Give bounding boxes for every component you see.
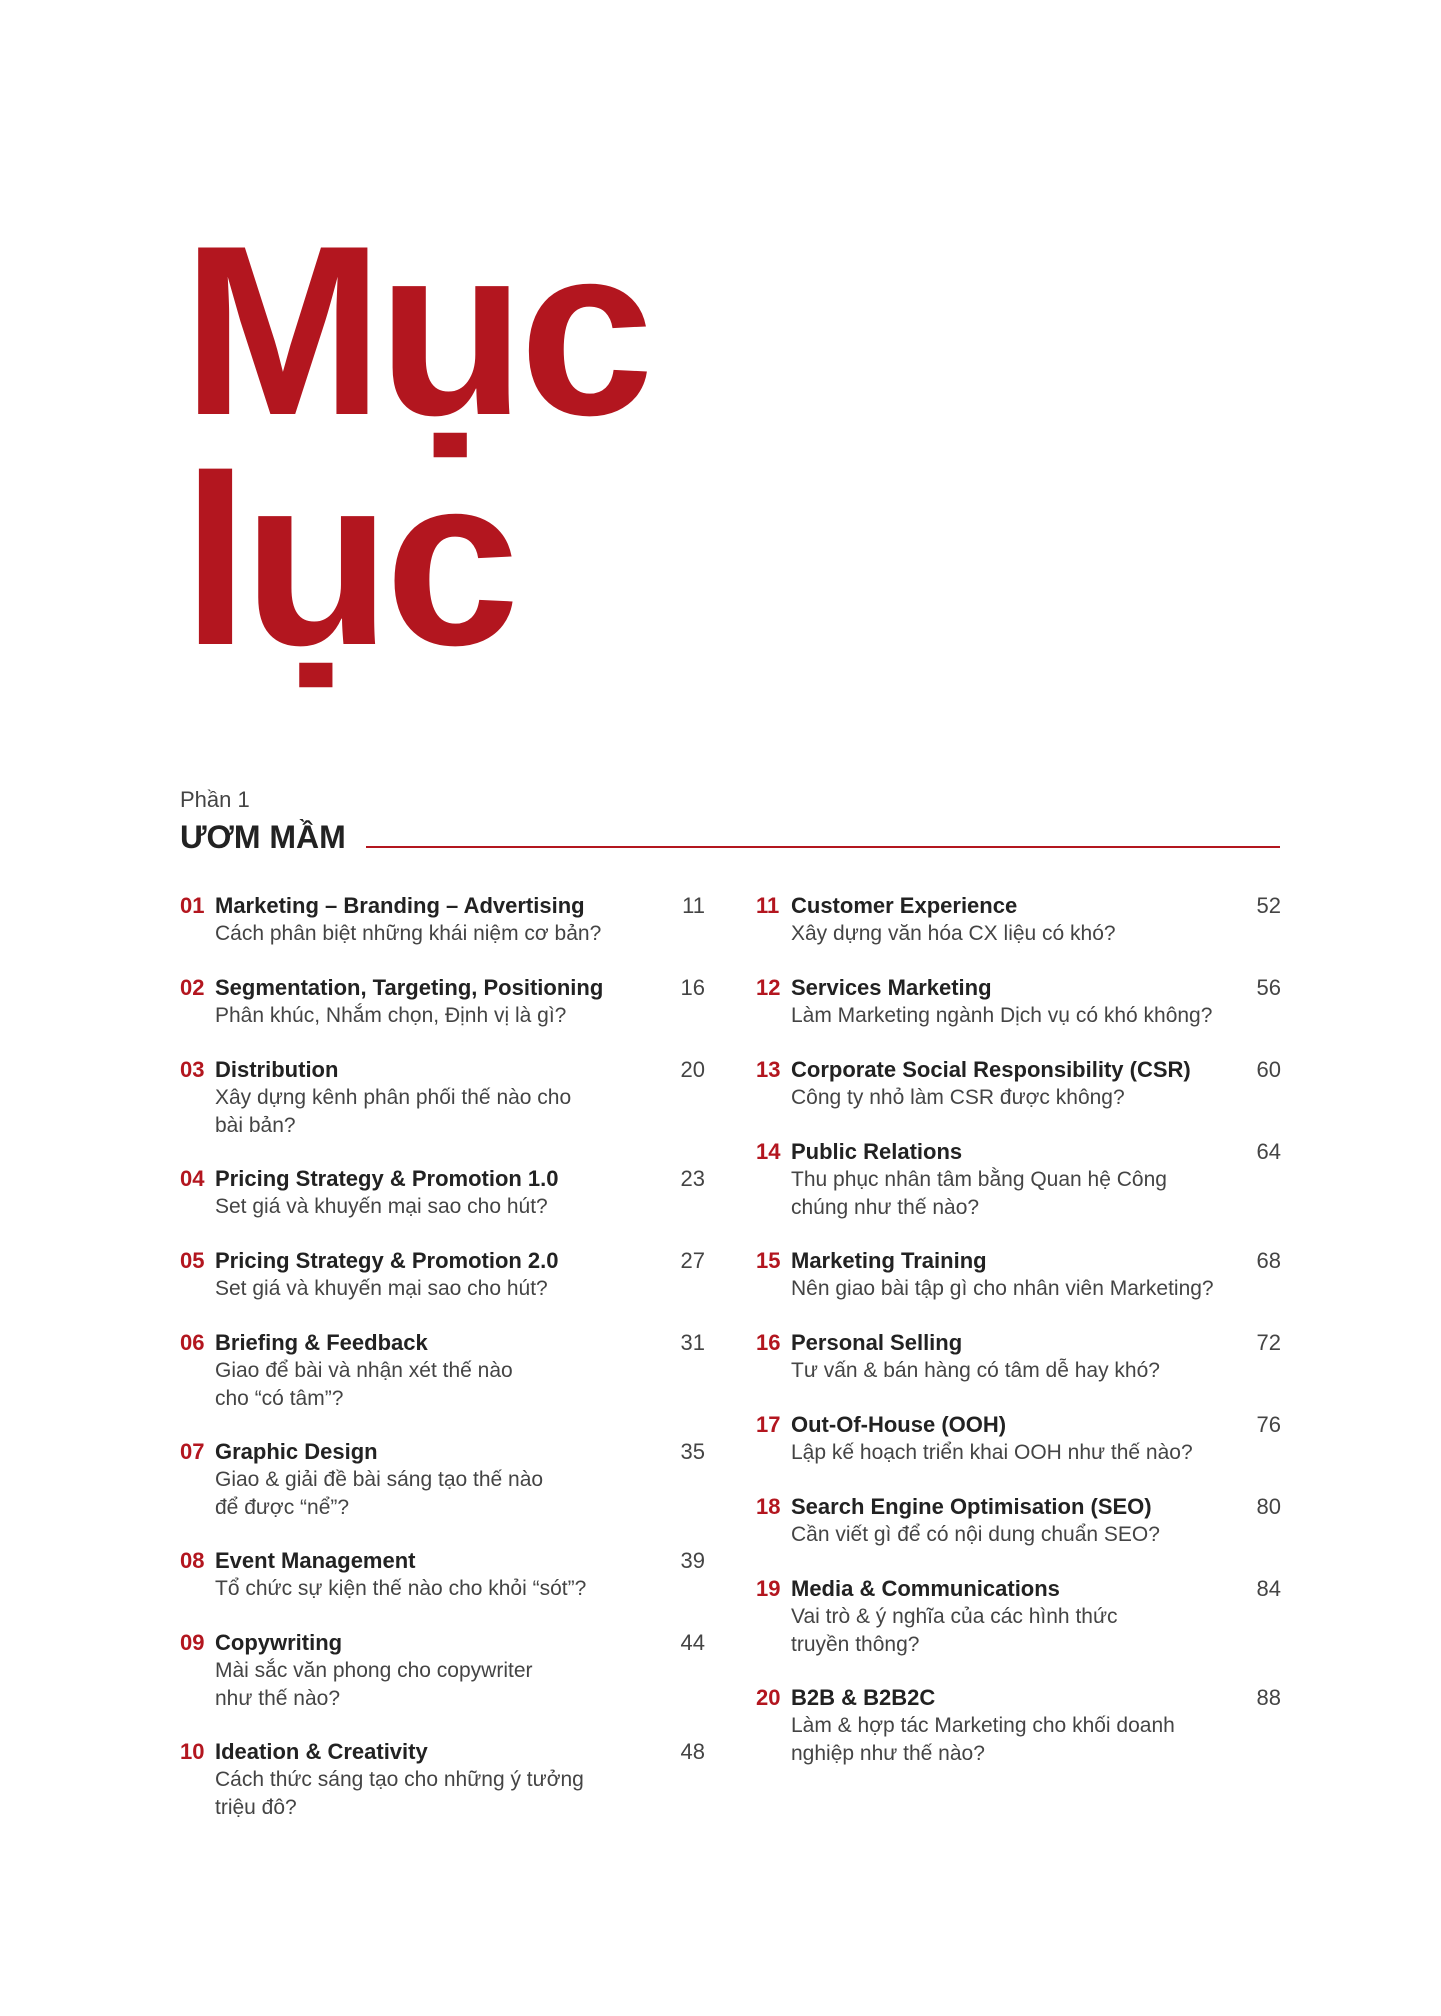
page-number: 68: [1256, 1248, 1281, 1273]
chapter-subtitle-line: Giao & giải đề bài sáng tạo thế nào: [215, 1468, 544, 1491]
chapter-number: 03: [180, 1057, 205, 1082]
page-number: 44: [680, 1630, 705, 1655]
chapter-subtitle-line: nghiệp như thế nào?: [791, 1742, 985, 1765]
chapter-title: Briefing & Feedback: [215, 1330, 428, 1355]
chapter-subtitle-line: Công ty nhỏ làm CSR được không?: [791, 1086, 1125, 1109]
toc-entry-09[interactable]: [180, 1629, 705, 1713]
page-number: 56: [1256, 975, 1281, 1000]
chapter-title: Ideation & Creativity: [215, 1739, 428, 1764]
chapter-title: Pricing Strategy & Promotion 2.0: [215, 1248, 559, 1273]
page-number: 80: [1256, 1494, 1281, 1519]
toc-entry-12[interactable]: [756, 974, 1281, 1030]
chapter-subtitle-line: Set giá và khuyến mại sao cho hút?: [215, 1195, 548, 1218]
chapter-title: Copywriting: [215, 1630, 343, 1655]
chapter-title: Media & Communications: [791, 1576, 1060, 1601]
chapter-title: Distribution: [215, 1057, 339, 1082]
chapter-number: 10: [180, 1739, 205, 1764]
page-number: 39: [680, 1548, 705, 1573]
toc-title-line-1: Mục: [182, 196, 648, 466]
chapter-subtitle-line: Lập kế hoạch triển khai OOH như thế nào?: [791, 1441, 1193, 1464]
toc-entry-14[interactable]: [756, 1138, 1281, 1222]
chapter-number: 19: [756, 1576, 781, 1601]
toc-entry-03[interactable]: [180, 1056, 705, 1140]
toc-entry-08[interactable]: [180, 1547, 705, 1603]
chapter-number: 20: [756, 1685, 781, 1710]
chapter-number: 05: [180, 1248, 205, 1273]
page-number: 11: [682, 893, 705, 918]
toc-entry-13[interactable]: [756, 1056, 1281, 1112]
chapter-number: 01: [180, 893, 205, 918]
chapter-subtitle-line: Vai trò & ý nghĩa của các hình thức: [791, 1605, 1118, 1628]
chapter-title: B2B & B2B2C: [791, 1685, 936, 1710]
chapter-number: 02: [180, 975, 205, 1000]
toc-entry-04[interactable]: [180, 1165, 705, 1221]
chapter-title: Personal Selling: [791, 1330, 963, 1355]
chapter-number: 17: [756, 1412, 781, 1437]
chapter-number: 12: [756, 975, 781, 1000]
chapter-subtitle-line: truyền thông?: [791, 1633, 920, 1656]
toc-entry-20[interactable]: [756, 1684, 1281, 1768]
chapter-subtitle-line: Làm & hợp tác Marketing cho khối doanh: [791, 1714, 1175, 1737]
chapter-title: Event Management: [215, 1548, 416, 1573]
chapter-subtitle-line: Xây dựng kênh phân phối thế nào cho: [215, 1086, 572, 1109]
chapter-number: 14: [756, 1139, 781, 1164]
chapter-subtitle-line: Tư vấn & bán hàng có tâm dễ hay khó?: [791, 1359, 1160, 1382]
chapter-number: 16: [756, 1330, 781, 1355]
chapter-title: Marketing – Branding – Advertising: [215, 893, 585, 918]
chapter-subtitle-line: Phân khúc, Nhắm chọn, Định vị là gì?: [215, 1004, 567, 1027]
chapter-subtitle-line: Cách phân biệt những khái niệm cơ bản?: [215, 922, 602, 945]
toc-entry-06[interactable]: [180, 1329, 705, 1413]
page-number: 27: [680, 1248, 705, 1273]
chapter-number: 08: [180, 1548, 205, 1573]
chapter-title: Public Relations: [791, 1139, 963, 1164]
chapter-subtitle-line: Cách thức sáng tạo cho những ý tưởng: [215, 1768, 584, 1791]
chapter-subtitle-line: bài bản?: [215, 1114, 296, 1137]
chapter-number: 13: [756, 1057, 781, 1082]
part-divider: [366, 846, 1280, 848]
chapter-number: 04: [180, 1166, 205, 1191]
toc-entry-07[interactable]: [180, 1438, 705, 1522]
chapter-subtitle-line: Làm Marketing ngành Dịch vụ có khó không?: [791, 1004, 1213, 1027]
chapter-subtitle-line: Thu phục nhân tâm bằng Quan hệ Công: [791, 1168, 1167, 1191]
chapter-subtitle-line: Cần viết gì để có nội dung chuẩn SEO?: [791, 1523, 1160, 1546]
chapter-subtitle-line: cho “có tâm”?: [215, 1387, 344, 1410]
toc-title-line-2: lục: [182, 426, 514, 696]
part-name: ƯƠM MẦM: [180, 819, 346, 855]
chapter-number: 11: [756, 893, 780, 918]
chapter-number: 15: [756, 1248, 781, 1273]
page-number: 76: [1256, 1412, 1281, 1437]
page-number: 16: [680, 975, 705, 1000]
chapter-subtitle-line: Set giá và khuyến mại sao cho hút?: [215, 1277, 548, 1300]
toc-entry-16[interactable]: [756, 1329, 1281, 1385]
chapter-title: Corporate Social Responsibility (CSR): [791, 1057, 1191, 1082]
toc-entry-11[interactable]: [756, 892, 1281, 948]
chapter-subtitle-line: Tổ chức sự kiện thế nào cho khỏi “sót”?: [215, 1577, 587, 1600]
page-number: 52: [1256, 893, 1281, 918]
chapter-number: 07: [180, 1439, 205, 1464]
chapter-title: Graphic Design: [215, 1439, 378, 1464]
page-number: 64: [1256, 1139, 1281, 1164]
chapter-subtitle-line: để được “nể”?: [215, 1496, 350, 1519]
chapter-number: 09: [180, 1630, 205, 1655]
chapter-title: Customer Experience: [791, 893, 1018, 918]
toc-entry-10[interactable]: [180, 1738, 705, 1822]
chapter-subtitle-line: như thế nào?: [215, 1687, 340, 1710]
page-number: 60: [1256, 1057, 1281, 1082]
page-number: 20: [680, 1057, 705, 1082]
page-number: 35: [680, 1439, 705, 1464]
chapter-title: Services Marketing: [791, 975, 992, 1000]
toc-entry-18[interactable]: [756, 1493, 1281, 1549]
toc-entry-19[interactable]: [756, 1575, 1281, 1659]
chapter-title: Out-Of-House (OOH): [791, 1412, 1007, 1437]
toc-entry-17[interactable]: [756, 1411, 1281, 1467]
toc-entry-05[interactable]: [180, 1247, 705, 1303]
chapter-subtitle-line: chúng như thế nào?: [791, 1196, 980, 1219]
page-number: 48: [680, 1739, 705, 1764]
chapter-subtitle-line: Xây dựng văn hóa CX liệu có khó?: [791, 922, 1116, 945]
page-number: 23: [680, 1166, 705, 1191]
chapter-subtitle-line: Mài sắc văn phong cho copywriter: [215, 1659, 533, 1682]
part-label: Phần 1: [180, 787, 250, 812]
page-number: 72: [1256, 1330, 1281, 1355]
chapter-subtitle-line: Nên giao bài tập gì cho nhân viên Marketing?: [791, 1277, 1214, 1300]
toc-entry-02[interactable]: [180, 974, 705, 1030]
chapter-title: Marketing Training: [791, 1248, 987, 1273]
chapter-number: 06: [180, 1330, 205, 1355]
chapter-number: 18: [756, 1494, 781, 1519]
chapter-subtitle-line: Giao để bài và nhận xét thế nào: [215, 1359, 513, 1382]
chapter-subtitle-line: triệu đô?: [215, 1796, 297, 1819]
page-number: 84: [1256, 1576, 1281, 1601]
page-number: 88: [1256, 1685, 1281, 1710]
chapter-title: Pricing Strategy & Promotion 1.0: [215, 1166, 559, 1191]
chapter-title: Segmentation, Targeting, Positioning: [215, 975, 604, 1000]
toc-entry-01[interactable]: [180, 892, 705, 948]
toc-entry-15[interactable]: [756, 1247, 1281, 1303]
page-number: 31: [680, 1330, 705, 1355]
chapter-title: Search Engine Optimisation (SEO): [791, 1494, 1152, 1519]
